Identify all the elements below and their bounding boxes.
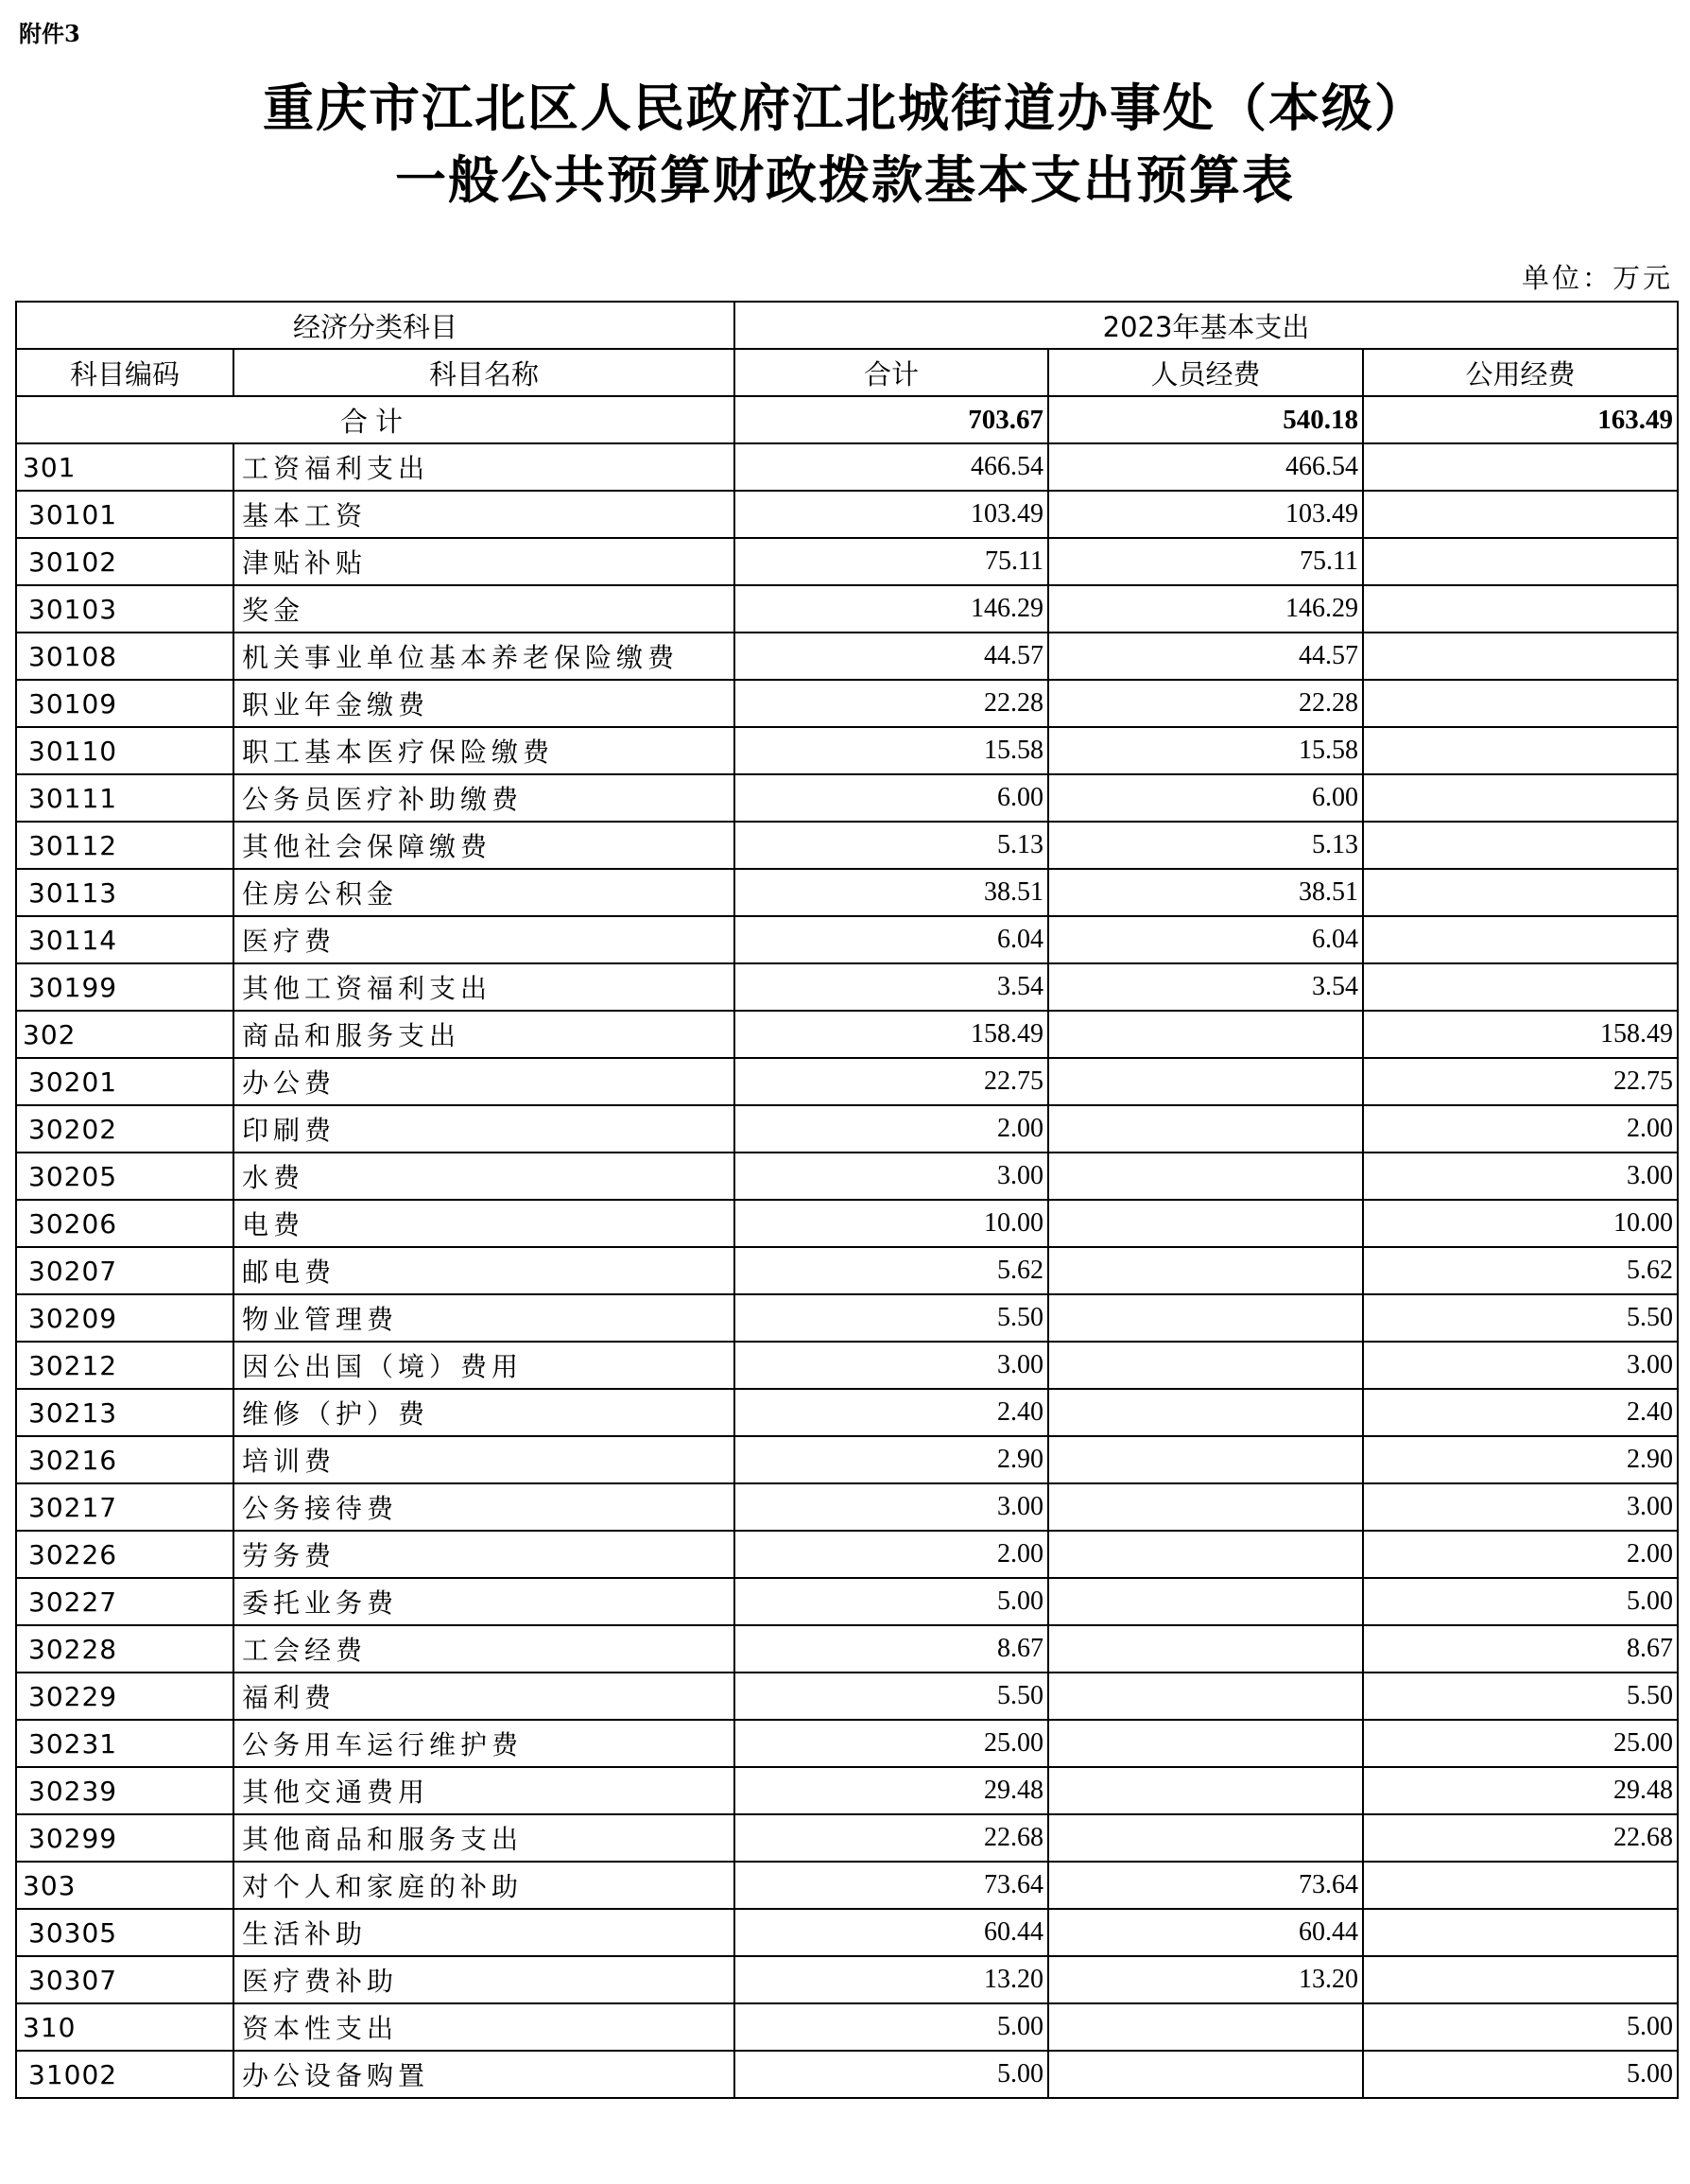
row-public (1363, 491, 1678, 538)
total-sum: 703.67 (734, 396, 1048, 443)
table-row (16, 1105, 1678, 1153)
row-code: 30110 (16, 727, 233, 774)
row-name: 邮电费 (233, 1247, 734, 1294)
row-personnel: 466.54 (1048, 443, 1363, 491)
row-name: 维修（护）费 (233, 1389, 734, 1436)
row-total: 3.00 (734, 1153, 1048, 1200)
row-total: 25.00 (734, 1720, 1048, 1767)
row-code: 30201 (16, 1058, 233, 1105)
row-code: 301 (16, 443, 233, 491)
row-name: 公务员医疗补助缴费 (233, 774, 734, 822)
row-public (1363, 538, 1678, 585)
row-personnel (1048, 1247, 1363, 1294)
row-personnel: 60.44 (1048, 1909, 1363, 1956)
row-name: 印刷费 (233, 1105, 734, 1153)
row-name: 劳务费 (233, 1531, 734, 1578)
column-header-total: 合计 (734, 349, 1048, 396)
row-total: 22.75 (734, 1058, 1048, 1105)
row-public (1363, 680, 1678, 727)
row-public (1363, 443, 1678, 491)
row-code: 30209 (16, 1294, 233, 1342)
row-public: 3.00 (1363, 1153, 1678, 1200)
row-personnel: 146.29 (1048, 585, 1363, 633)
table-row (16, 1247, 1678, 1294)
row-public (1363, 963, 1678, 1011)
row-name: 培训费 (233, 1436, 734, 1483)
row-name: 基本工资 (233, 491, 734, 538)
table-row (16, 2051, 1678, 2098)
row-personnel (1048, 1153, 1363, 1200)
row-total: 5.62 (734, 1247, 1048, 1294)
unit-label: 单位：万元 (1521, 262, 1673, 294)
table-row (16, 538, 1678, 585)
row-total: 2.00 (734, 1531, 1048, 1578)
table-row (16, 1578, 1678, 1625)
row-name: 医疗费 (233, 916, 734, 963)
row-code: 30207 (16, 1247, 233, 1294)
row-personnel (1048, 1483, 1363, 1531)
row-code: 30103 (16, 585, 233, 633)
row-personnel (1048, 1767, 1363, 1814)
row-code: 30239 (16, 1767, 233, 1814)
table-row (16, 1531, 1678, 1578)
row-personnel (1048, 1200, 1363, 1247)
row-public: 2.00 (1363, 1531, 1678, 1578)
group-header-row (16, 302, 1678, 349)
row-name: 办公费 (233, 1058, 734, 1105)
row-name: 住房公积金 (233, 869, 734, 916)
row-code: 30199 (16, 963, 233, 1011)
row-personnel (1048, 1673, 1363, 1720)
table-row (16, 869, 1678, 916)
row-personnel (1048, 1625, 1363, 1673)
row-total: 6.00 (734, 774, 1048, 822)
row-name: 机关事业单位基本养老保险缴费 (233, 633, 734, 680)
table-row (16, 1342, 1678, 1389)
row-personnel (1048, 1342, 1363, 1389)
table-row (16, 2003, 1678, 2051)
row-personnel (1048, 1720, 1363, 1767)
row-code: 30229 (16, 1673, 233, 1720)
row-name: 公务接待费 (233, 1483, 734, 1531)
row-total: 3.00 (734, 1342, 1048, 1389)
table-row (16, 774, 1678, 822)
table-row (16, 1436, 1678, 1483)
row-code: 30112 (16, 822, 233, 869)
row-code: 30231 (16, 1720, 233, 1767)
row-total: 60.44 (734, 1909, 1048, 1956)
row-code: 30202 (16, 1105, 233, 1153)
row-total: 15.58 (734, 727, 1048, 774)
row-public: 158.49 (1363, 1011, 1678, 1058)
row-personnel (1048, 2003, 1363, 2051)
table-row (16, 633, 1678, 680)
row-name: 水费 (233, 1153, 734, 1200)
row-name: 资本性支出 (233, 2003, 734, 2051)
row-personnel: 5.13 (1048, 822, 1363, 869)
row-personnel (1048, 1531, 1363, 1578)
row-public (1363, 916, 1678, 963)
row-personnel: 44.57 (1048, 633, 1363, 680)
row-code: 30113 (16, 869, 233, 916)
document-title-line2: 一般公共预算财政拨款基本支出预算表 (395, 149, 1295, 210)
table-row (16, 1200, 1678, 1247)
row-public: 5.00 (1363, 1578, 1678, 1625)
row-code: 30217 (16, 1483, 233, 1531)
row-public: 25.00 (1363, 1720, 1678, 1767)
table-row (16, 1483, 1678, 1531)
row-public: 2.90 (1363, 1436, 1678, 1483)
table-row (16, 443, 1678, 491)
group-header-economic: 经济分类科目 (16, 302, 734, 349)
table-row (16, 680, 1678, 727)
row-code: 30228 (16, 1625, 233, 1673)
column-header-personnel: 人员经费 (1048, 349, 1363, 396)
row-personnel (1048, 1578, 1363, 1625)
row-public: 8.67 (1363, 1625, 1678, 1673)
row-personnel: 6.00 (1048, 774, 1363, 822)
row-total: 146.29 (734, 585, 1048, 633)
row-name: 其他商品和服务支出 (233, 1814, 734, 1862)
row-code: 302 (16, 1011, 233, 1058)
row-personnel: 22.28 (1048, 680, 1363, 727)
row-code: 30102 (16, 538, 233, 585)
total-label: 合计 (16, 396, 734, 443)
row-name: 商品和服务支出 (233, 1011, 734, 1058)
row-public (1363, 1862, 1678, 1909)
row-total: 5.00 (734, 1578, 1048, 1625)
row-personnel: 3.54 (1048, 963, 1363, 1011)
table-row (16, 1862, 1678, 1909)
group-header-year: 2023年基本支出 (734, 302, 1678, 349)
row-total: 5.13 (734, 822, 1048, 869)
row-code: 30109 (16, 680, 233, 727)
row-name: 公务用车运行维护费 (233, 1720, 734, 1767)
row-personnel: 13.20 (1048, 1956, 1363, 2003)
table-row (16, 1294, 1678, 1342)
table-row (16, 1058, 1678, 1105)
row-personnel: 75.11 (1048, 538, 1363, 585)
row-name: 委托业务费 (233, 1578, 734, 1625)
row-code: 30212 (16, 1342, 233, 1389)
document-title-line1: 重庆市江北区人民政府江北城街道办事处（本级） (263, 78, 1427, 138)
row-total: 2.40 (734, 1389, 1048, 1436)
row-total: 2.90 (734, 1436, 1048, 1483)
row-name: 其他交通费用 (233, 1767, 734, 1814)
row-name: 职工基本医疗保险缴费 (233, 727, 734, 774)
row-name: 电费 (233, 1200, 734, 1247)
row-personnel (1048, 1058, 1363, 1105)
row-public: 5.50 (1363, 1673, 1678, 1720)
row-personnel: 73.64 (1048, 1862, 1363, 1909)
row-public (1363, 774, 1678, 822)
row-public: 5.50 (1363, 1294, 1678, 1342)
row-public (1363, 1909, 1678, 1956)
row-name: 奖金 (233, 585, 734, 633)
row-total: 6.04 (734, 916, 1048, 963)
table-row (16, 585, 1678, 633)
row-total: 13.20 (734, 1956, 1048, 2003)
row-public: 5.00 (1363, 2003, 1678, 2051)
table-row (16, 1956, 1678, 2003)
row-personnel (1048, 1436, 1363, 1483)
row-name: 对个人和家庭的补助 (233, 1862, 734, 1909)
total-personnel: 540.18 (1048, 396, 1363, 443)
row-code: 30226 (16, 1531, 233, 1578)
row-code: 30216 (16, 1436, 233, 1483)
row-name: 生活补助 (233, 1909, 734, 1956)
row-name: 其他社会保障缴费 (233, 822, 734, 869)
row-total: 3.54 (734, 963, 1048, 1011)
row-code: 30227 (16, 1578, 233, 1625)
row-code: 310 (16, 2003, 233, 2051)
row-total: 22.28 (734, 680, 1048, 727)
row-name: 职业年金缴费 (233, 680, 734, 727)
row-public (1363, 633, 1678, 680)
row-personnel (1048, 2051, 1363, 2098)
column-header-public: 公用经费 (1363, 349, 1678, 396)
row-public (1363, 822, 1678, 869)
table-row (16, 1909, 1678, 1956)
row-code: 31002 (16, 2051, 233, 2098)
row-public: 3.00 (1363, 1342, 1678, 1389)
column-header-name: 科目名称 (233, 349, 734, 396)
row-public: 22.75 (1363, 1058, 1678, 1105)
row-personnel: 103.49 (1048, 491, 1363, 538)
row-total: 103.49 (734, 491, 1048, 538)
row-code: 30101 (16, 491, 233, 538)
row-total: 8.67 (734, 1625, 1048, 1673)
row-total: 5.00 (734, 2051, 1048, 2098)
column-header-row (16, 349, 1678, 396)
row-name: 医疗费补助 (233, 1956, 734, 2003)
row-public (1363, 585, 1678, 633)
total-row (16, 396, 1678, 443)
row-total: 10.00 (734, 1200, 1048, 1247)
column-header-code: 科目编码 (16, 349, 233, 396)
total-public: 163.49 (1363, 396, 1678, 443)
row-public: 5.62 (1363, 1247, 1678, 1294)
budget-table (15, 301, 1679, 2099)
row-name: 工资福利支出 (233, 443, 734, 491)
row-total: 22.68 (734, 1814, 1048, 1862)
table-row (16, 727, 1678, 774)
table-row (16, 1011, 1678, 1058)
table-row (16, 916, 1678, 963)
row-total: 29.48 (734, 1767, 1048, 1814)
row-code: 30108 (16, 633, 233, 680)
table-row (16, 963, 1678, 1011)
table-row (16, 491, 1678, 538)
row-personnel (1048, 1105, 1363, 1153)
row-total: 466.54 (734, 443, 1048, 491)
row-code: 30213 (16, 1389, 233, 1436)
attachment-label: 附件3 (19, 20, 80, 47)
table-row (16, 1625, 1678, 1673)
row-total: 3.00 (734, 1483, 1048, 1531)
table-row (16, 1389, 1678, 1436)
table-row (16, 1673, 1678, 1720)
row-name: 物业管理费 (233, 1294, 734, 1342)
row-total: 2.00 (734, 1105, 1048, 1153)
row-code: 30206 (16, 1200, 233, 1247)
row-public: 2.00 (1363, 1105, 1678, 1153)
row-public: 29.48 (1363, 1767, 1678, 1814)
row-personnel (1048, 1011, 1363, 1058)
row-personnel (1048, 1814, 1363, 1862)
table-row (16, 1767, 1678, 1814)
row-public: 3.00 (1363, 1483, 1678, 1531)
row-public: 2.40 (1363, 1389, 1678, 1436)
row-name: 津贴补贴 (233, 538, 734, 585)
row-name: 工会经费 (233, 1625, 734, 1673)
row-total: 38.51 (734, 869, 1048, 916)
row-name: 因公出国（境）费用 (233, 1342, 734, 1389)
row-name: 其他工资福利支出 (233, 963, 734, 1011)
row-personnel (1048, 1294, 1363, 1342)
row-personnel: 6.04 (1048, 916, 1363, 963)
row-total: 5.50 (734, 1673, 1048, 1720)
row-code: 303 (16, 1862, 233, 1909)
row-total: 73.64 (734, 1862, 1048, 1909)
row-name: 办公设备购置 (233, 2051, 734, 2098)
row-total: 5.00 (734, 2003, 1048, 2051)
row-personnel: 38.51 (1048, 869, 1363, 916)
row-public: 22.68 (1363, 1814, 1678, 1862)
table-row (16, 1814, 1678, 1862)
row-code: 30205 (16, 1153, 233, 1200)
row-total: 5.50 (734, 1294, 1048, 1342)
row-total: 44.57 (734, 633, 1048, 680)
table-row (16, 1153, 1678, 1200)
row-public (1363, 1956, 1678, 2003)
row-code: 30305 (16, 1909, 233, 1956)
row-total: 75.11 (734, 538, 1048, 585)
row-public (1363, 727, 1678, 774)
row-public (1363, 869, 1678, 916)
row-code: 30299 (16, 1814, 233, 1862)
row-code: 30307 (16, 1956, 233, 2003)
row-total: 158.49 (734, 1011, 1048, 1058)
table-row (16, 1720, 1678, 1767)
row-code: 30111 (16, 774, 233, 822)
table-row (16, 822, 1678, 869)
row-code: 30114 (16, 916, 233, 963)
row-public: 10.00 (1363, 1200, 1678, 1247)
row-public: 5.00 (1363, 2051, 1678, 2098)
row-personnel (1048, 1389, 1363, 1436)
row-name: 福利费 (233, 1673, 734, 1720)
row-personnel: 15.58 (1048, 727, 1363, 774)
